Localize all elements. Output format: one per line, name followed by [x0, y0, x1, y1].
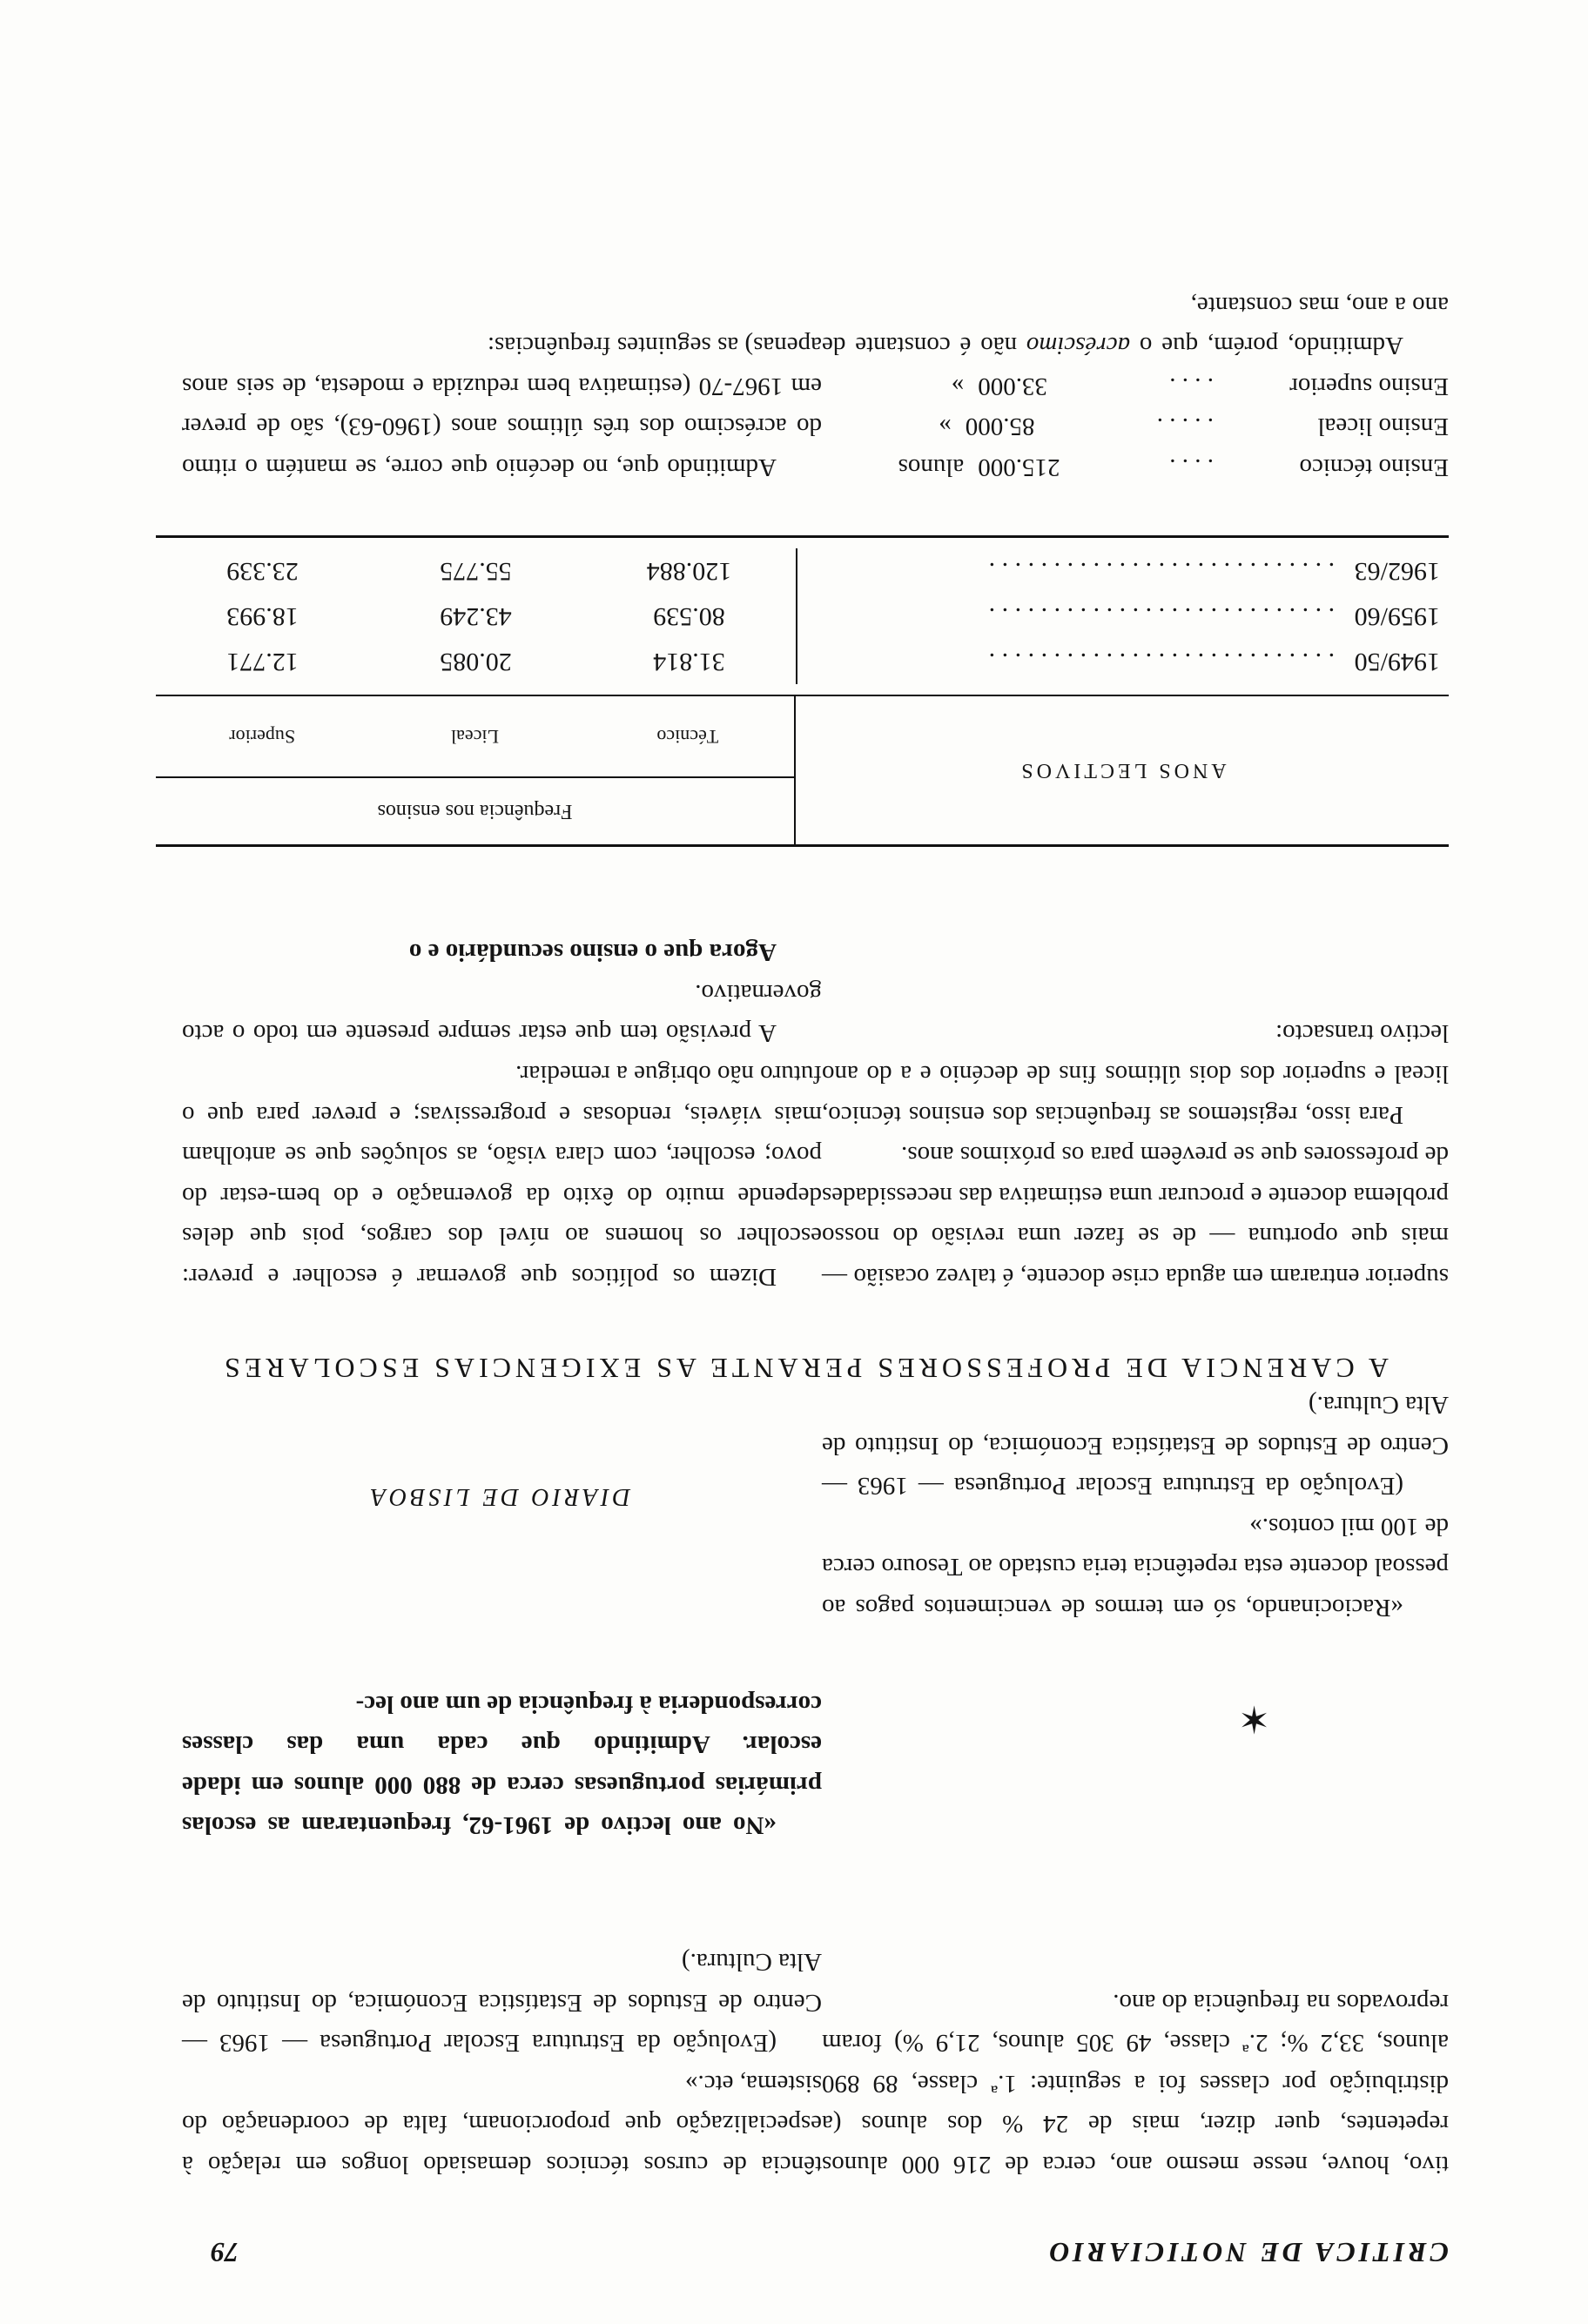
star-separator-icon: ✶: [1238, 1697, 1270, 1740]
projection-label: Ensino superior: [1289, 372, 1449, 400]
italic-word: acréscimo: [1026, 332, 1131, 360]
paragraph: (Evolução da Estrutura Escolar Portuguesa — 1963 — Centro de Estudos de Estatística Económica, do Instituto de Alta Cultura.): [182, 1948, 822, 2058]
text-run: não é constante de ano a ano, mas constante,: [822, 291, 1449, 360]
value-liceal: 43.249: [440, 602, 512, 631]
page-number: 79: [211, 2237, 239, 2268]
paragraph: (Evolução da Estrutura Escolar Portuguesa — 1963 — Centro de Estudos de Estatística Económica, do Instituto de Alta Cultura.): [822, 1391, 1449, 1501]
article-right-column: [182, 932, 822, 1297]
year-label: 1959/60: [1354, 602, 1440, 631]
paragraph: «No ano lectivo de 1961-62, frequentaram as escolas primárias portuguesas cerca de 880 000 alunos em idade escolar. Admitindo que cada uma das classes corresponderia à frequência de um ano lec-: [182, 1689, 822, 1840]
year-label: 1962/63: [1354, 557, 1440, 586]
source-signature: DIARIO DE LISBOA: [367, 1483, 630, 1510]
year-label: 1949/50: [1354, 648, 1440, 676]
value-tecnico: 80.539: [653, 602, 725, 631]
leader-dots: . . . . . . . . . . . . . . . . . . . . . . . . . . .: [988, 602, 1336, 631]
paragraph: superior entraram em aguda crise docente, é talvez ocasião — mais que oportuna — de se fazer uma revisão do nosso problema docente e procurar uma estimativa das necessidades de professores que se prevêem para os próximos anos.: [822, 1141, 1449, 1291]
projection-value: 85.000: [965, 413, 1035, 441]
paragraph: Admitindo que, no decénio que corre, se mantém o ritmo do acréscimo dos três últimos anos (1960-63), são de prever em 1967-70 (estimativa bem reduzida e modesta, de seis anos apenas) as seguintes frequências:: [182, 332, 822, 481]
column-header-years: ANOS LECTIVOS: [794, 696, 1449, 844]
leader-dots: . . . . .: [1156, 413, 1214, 441]
projection-value: 33.000: [978, 372, 1047, 400]
projection-label: Ensino técnico: [1299, 453, 1449, 481]
article-title: A CARENCIA DE PROFESSORES PERANTE AS EXIGENCIAS ESCOLARES: [219, 1353, 1390, 1384]
upper-left-column: [822, 1982, 1449, 2185]
projection-line: [822, 406, 1449, 447]
value-liceal: 20.085: [440, 648, 512, 676]
table-row: [156, 594, 1449, 639]
enrollment-table: [156, 535, 1449, 847]
table-row: [156, 639, 1449, 684]
value-tecnico: 120.884: [646, 557, 732, 586]
projection-unit: »: [939, 413, 952, 441]
paragraph: Para isso, registemos as frequências dos ensinos técnico, liceal e superior dos dois últimos fins de decénio e a do ano lectivo transacto:: [822, 1019, 1449, 1129]
paragraph: tivo, houve, nesse mesmo ano, cerca de 216 000 alunos repetentes, quer dizer, mais de 24 % dos alunos (a distribuição por classes foi a seguinte: 1.ª classe, 89 890 alunos, 33,2 %; 2.ª classe, 49 305 alunos, 21,9 %) foram reprovados na frequência do ano.: [822, 1988, 1449, 2179]
value-superior: 18.993: [226, 602, 299, 631]
sub-headers: [156, 696, 794, 776]
paragraph: Dizem os políticos que governar é escolher e prever: escolher os homens ao nível dos cargos, pois que deles depende muito do êxito da governação e do bem-estar do povo; escolher, com clara visão, as soluções que se antolham mais viáveis, rendosas e progressivas; e prever para que o futuro não obrigue a remediar.: [182, 1060, 822, 1291]
value-superior: 12.771: [226, 648, 299, 676]
value-liceal: 55.775: [440, 557, 512, 586]
leader-dots: . . . .: [1169, 372, 1214, 400]
value-superior: 23.339: [226, 557, 299, 586]
projection-line: [822, 447, 1449, 487]
column-header-tecnico: Técnico: [656, 726, 719, 748]
upper-right-column: [182, 1683, 822, 2185]
projection-unit: »: [951, 372, 965, 400]
text-run: Admitindo, porém, que o: [1130, 332, 1403, 360]
bottom-left-column: [822, 285, 1449, 487]
paragraph: Agora que o ensino secundário e o: [408, 938, 777, 967]
paragraph: «Raciocinando, só em termos de vencimentos pagos ao pessoal docente esta repetência teria custado ao Tesouro cerca de 100 mil contos.»: [822, 1512, 1449, 1622]
projection-label: Ensino liceal: [1317, 413, 1449, 441]
leader-dots: . . . .: [1169, 453, 1214, 481]
article-left-column: [822, 1013, 1449, 1297]
value-tecnico: 31.814: [653, 648, 725, 676]
paragraph: A previsão tem que estar sempre presente em todo o acto governativo.: [182, 978, 822, 1048]
leader-dots: . . . . . . . . . . . . . . . . . . . . . . . . . . .: [988, 557, 1336, 586]
running-head: CRITICA DE NOTICIARIO: [1046, 2237, 1449, 2268]
paragraph: tência de cursos técnicos demasiado longos em relação à especialização que proporcionam, falta de coordenação do sistema, etc.»: [182, 2069, 822, 2179]
column-group-frequency: [156, 696, 794, 844]
projection-unit: alunos: [898, 453, 965, 481]
table-row: [156, 548, 1449, 594]
year-cell: [796, 548, 1449, 594]
table-body: [156, 538, 1449, 695]
table-header: [156, 695, 1449, 844]
upper-left-column-quote: [822, 1384, 1449, 1628]
column-header-superior: Superior: [229, 726, 296, 748]
column-header-liceal: Liceal: [451, 726, 499, 748]
projection-line: [822, 366, 1449, 406]
column-group-title: Frequência nos ensinos: [156, 776, 794, 844]
projection-value: 215.000: [978, 453, 1060, 481]
year-cell: [796, 639, 1449, 684]
year-cell: [796, 594, 1449, 639]
leader-dots: . . . . . . . . . . . . . . . . . . . . . . . . . . .: [988, 648, 1336, 676]
paragraph: [822, 285, 1449, 366]
bottom-right-column: [182, 326, 822, 487]
